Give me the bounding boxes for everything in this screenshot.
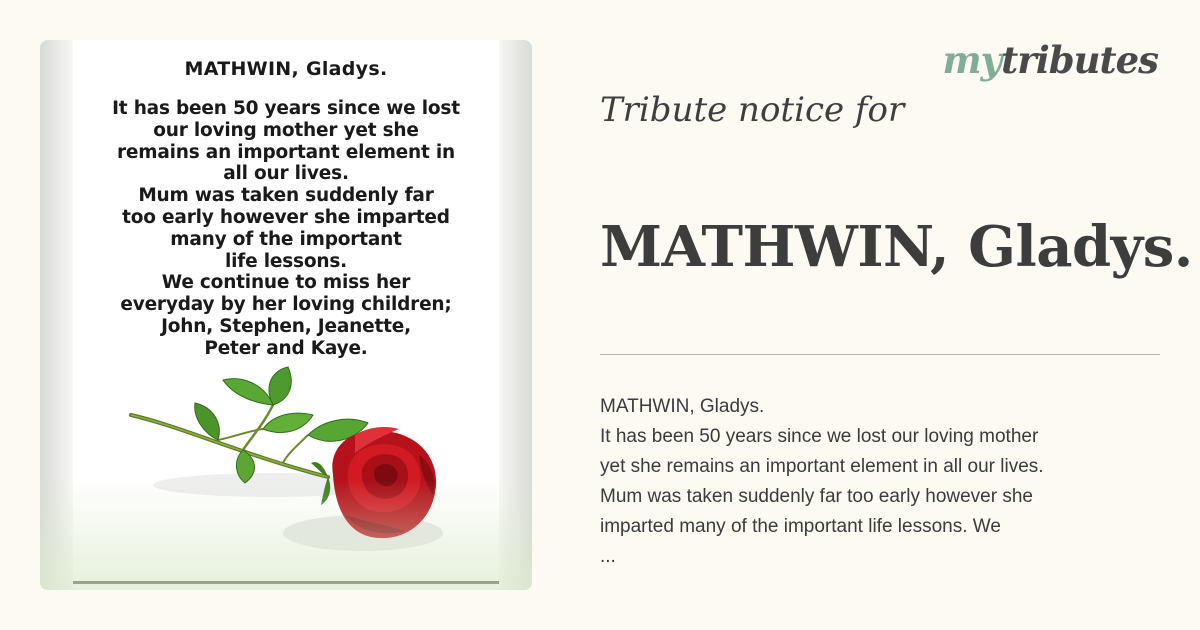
red-rose-icon	[123, 365, 453, 565]
notice-image	[40, 40, 532, 590]
notice-line: Mum was taken suddenly far	[138, 185, 434, 207]
notice-line: all our lives.	[223, 163, 349, 185]
logo-tributes: tributes	[1001, 38, 1158, 82]
notice-line: life lessons.	[225, 250, 347, 272]
notice-line: our loving mother yet she	[153, 119, 419, 141]
tribute-kicker: Tribute notice for	[600, 90, 905, 130]
logo-my: my	[942, 38, 1002, 82]
excerpt-line: Mum was taken suddenly far too early however she	[600, 486, 1033, 507]
mytributes-logo[interactable]	[942, 38, 1158, 82]
excerpt-line: imparted many of the important life lessons. We	[600, 516, 1001, 537]
notice-line: Peter and Kaye.	[204, 337, 368, 359]
notice-paper	[73, 40, 499, 590]
excerpt-ellipsis: ...	[600, 546, 616, 567]
excerpt-line: MATHWIN, Gladys.	[600, 396, 765, 417]
excerpt-line: It has been 50 years since we lost our loving mother	[600, 426, 1039, 447]
notice-line: remains an important element in	[117, 141, 455, 163]
notice-line: many of the important	[170, 228, 402, 250]
deceased-name-heading: MATHWIN, Gladys.	[600, 214, 1193, 280]
notice-line: John, Stephen, Jeanette,	[161, 315, 411, 337]
divider	[600, 354, 1160, 355]
notice-title: MATHWIN, Gladys.	[184, 58, 388, 80]
notice-line: We continue to miss her	[161, 272, 411, 294]
notice-bottom-rule	[73, 581, 499, 584]
notice-line: too early however she imparted	[122, 206, 450, 228]
notice-body	[73, 98, 499, 360]
notice-excerpt	[600, 392, 1160, 572]
excerpt-line: yet she remains an important element in all our lives.	[600, 456, 1044, 477]
notice-line: everyday by her loving children;	[120, 294, 452, 316]
notice-line: It has been 50 years since we lost	[112, 98, 460, 119]
